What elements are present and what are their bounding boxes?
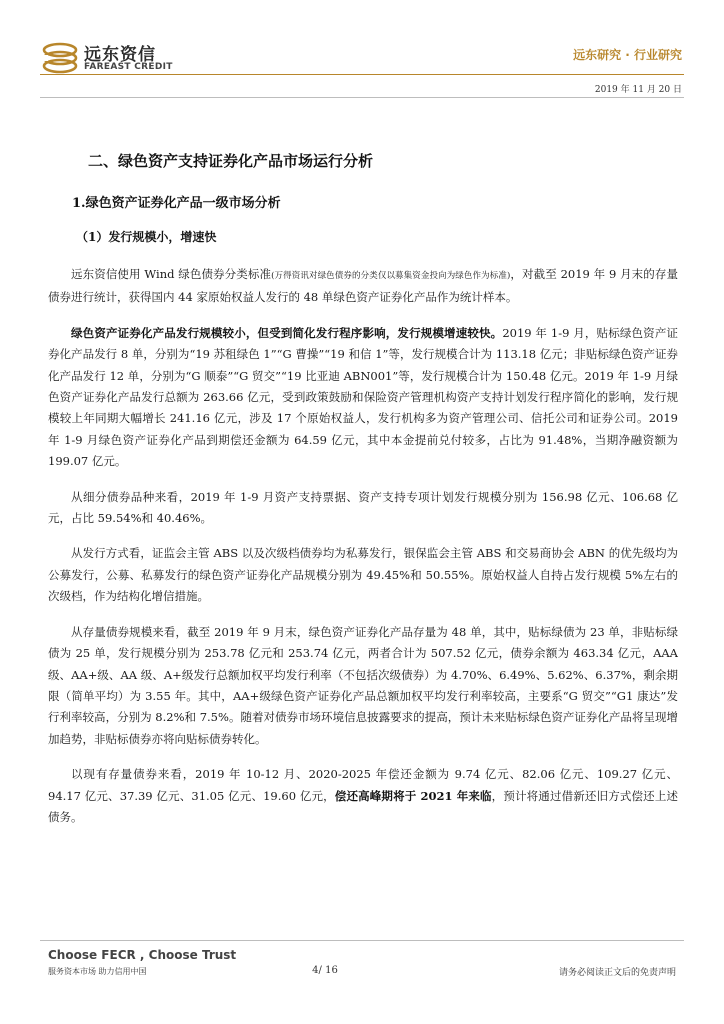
report-date: 2019 年 11 月 20 日 [594,85,682,95]
report-series-label: 远东研究 · 行业研究 [573,48,682,62]
paragraph-issuance-method: 从发行方式看，证监会主管 ABS 以及次级档债券均为私募发行，银保监会主管 ABS 和交易商协会 ABN 的优先级均为公募发行，公募、私募发行的绿色资产证券化产品规模分别为 49.45%和 50.55%。原始权益人自持占发行规模 5%左右的次级档，作为结构化增信措施。 [48,546,678,604]
logo-name-cn: 远东资信 [84,45,156,65]
footer-divider [40,940,684,941]
subsection-heading: 1.绿色资产证券化产品一级市场分析 [72,196,281,211]
paragraph-methodology: 远东资信使用 Wind 绿色债券分类标准(万得资讯对绿色债券的分类仅以募集资金投向为绿色作为标准)，对截至 2019 年 9 月末的存量债券进行统计，获得国内 44 家原始权益人发行的 48 单绿色资产证券化产品作为统计样本。 [48,267,678,305]
logo-rings-icon [40,38,80,78]
paragraph-issuance-scale: 绿色资产证券化产品发行规模较小，但受到简化发行程序影响，发行规模增速较快。2019 年 1-9 月，贴标绿色资产证券化产品发行 8 单，分别为“19 苏租绿色 1”“G 曹操”“19 和信 1”等，发行规模合计为 113.18 亿元；非贴标绿色资产证券化产品发行 12 单，分别为“G 顺泰”“G 贸交”“19 比亚迪 ABN001”等，发行规模合计为 150.48 亿元。2019 年 1-9 月绿色资产证券化产品发行总额为 263.66 亿元，受到政策鼓励和保险资产管理机构资产支持计划发行程序简化的影响，发行规模较上年同期大幅增长 241.16 亿元，涉及 17 个原始权益人，发行机构多为资产管理公司、信托公司和证券公司。2019 年 1-9 月绿色资产证券化产品到期偿还金额为 64.59 亿元，其中本金提前兑付较多，占比为 91.48%，当期净融资额为 199.07 亿元。 [48,325,678,469]
subsubsection-heading: （1）发行规模小，增速快 [76,230,217,244]
header-divider-secondary [40,97,684,98]
paragraph-bond-types: 从细分债券品种来看，2019 年 1-9 月资产支持票据、资产支持专项计划发行规模分别为 156.98 亿元、106.68 亿元，占比 59.54%和 40.46%。 [48,489,678,526]
page-header [0,0,724,110]
company-logo [40,38,200,78]
footer-slogan: Choose FECR , Choose Trust [48,948,237,962]
report-body [48,150,678,828]
footer-subslogan: 服务资本市场 助力信用中国 [48,967,147,976]
classification-note: (万得资讯对绿色债券的分类仅以募集资金投向为绿色作为标准) [271,271,511,281]
section-heading: 二、绿色资产支持证券化产品市场运行分析 [88,152,374,170]
page-number: 4/ 16 [312,965,338,976]
logo-name-en: FAREAST CREDIT [84,62,173,72]
repayment-peak-highlight: 偿还高峰期将于 2021 年来临 [334,788,492,803]
footer-disclaimer: 请务必阅读正文后的免责声明 [558,968,676,978]
paragraph-repayment: 以现有存量债券来看，2019 年 10-12 月、2020-2025 年偿还金额为 9.74 亿元、82.06 亿元、109.27 亿元、94.17 亿元、37.39 亿元、31.05 亿元、19.60 亿元，偿还高峰期将于 2021 年来临，预计将通过借新还旧方式偿还上述债务。 [48,767,678,824]
key-finding: 绿色资产证券化产品发行规模较小，但受到简化发行程序影响，发行规模增速较快。 [71,325,503,340]
paragraph-outstanding-scale: 从存量债券规模来看，截至 2019 年 9 月末，绿色资产证券化产品存量为 48 单，其中，贴标绿债为 23 单，非贴标绿债为 25 单，发行规模分别为 253.78 亿元和 253.74 亿元，两者合计为 507.52 亿元，债券余额为 463.34 亿元，AAA 级、AA+级、AA 级、A+级发行总额加权平均发行利率（不包括次级债券）为 4.70%、6.49%、5.62%、6.37%，剩余期限（简单平均）为 3.55 年。其中，AA+级绿色资产证券化产品总额加权平均发行利率较高，主要系“G 贸交”“G1 康达”发行利率较高，分别为 8.2%和 7.5%。随着对债券市场环境信息披露要求的提高，预计未来贴标绿色资产证券化产品将呈现增加趋势，非贴标债券亦将向贴标债券转化。 [48,624,678,746]
header-divider [40,74,684,75]
